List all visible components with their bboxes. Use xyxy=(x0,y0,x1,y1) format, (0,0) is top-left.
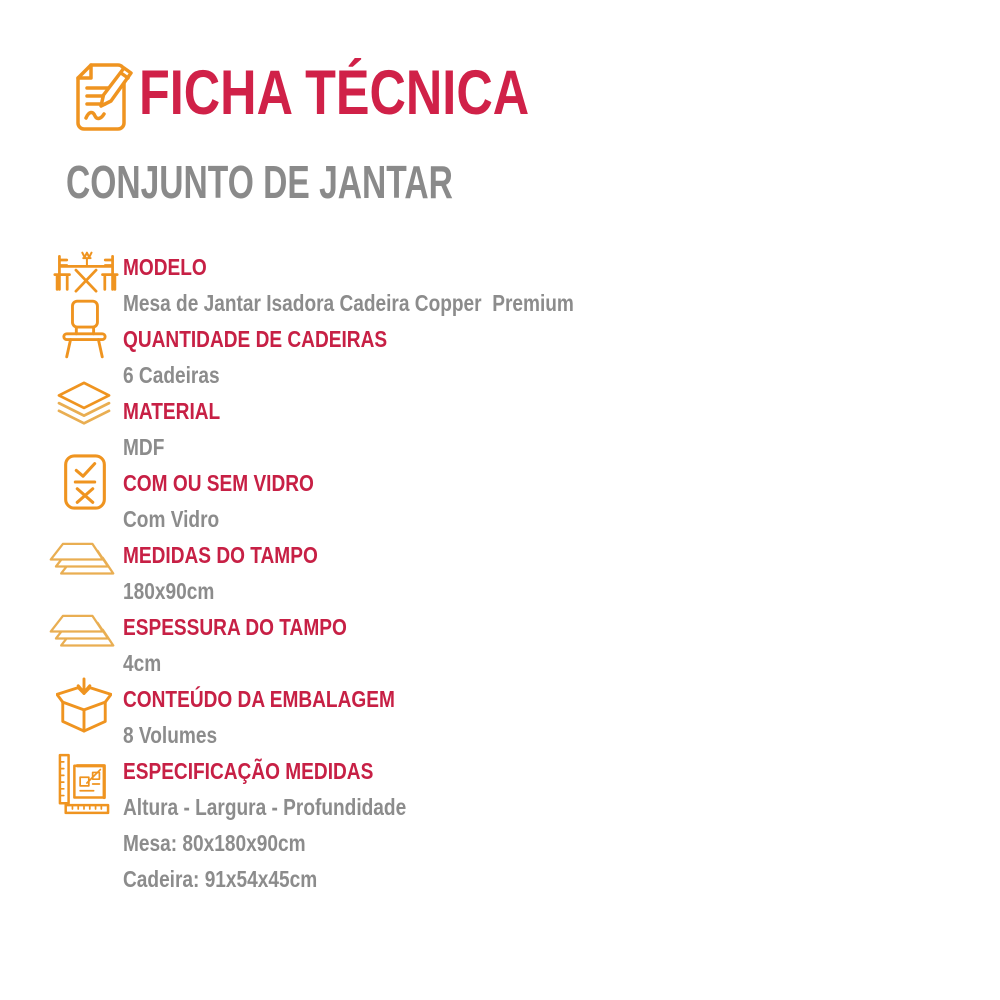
page-title: FICHA TÉCNICA xyxy=(139,58,530,128)
spec-label: ESPESSURA DO TAMPO xyxy=(123,613,347,640)
spec-label: ESPECIFICAÇÃO MEDIDAS xyxy=(123,757,374,784)
checklist-icon xyxy=(62,453,108,511)
tabletop-stack-icon xyxy=(49,614,115,663)
spec-label: COM OU SEM VIDRO xyxy=(123,469,314,496)
layers-icon xyxy=(56,380,112,432)
spec-item-conteudo-embalagem xyxy=(123,681,666,753)
spec-label: QUANTIDADE DE CADEIRAS xyxy=(123,325,388,352)
spec-label: CONTEÚDO DA EMBALAGEM xyxy=(123,685,395,712)
spec-item-especificacao-medidas xyxy=(123,753,666,897)
spec-value: 8 Volumes xyxy=(123,721,218,748)
spec-value: Altura - Largura - Profundidade xyxy=(123,793,407,820)
spec-item-material xyxy=(123,393,666,465)
spec-label: MODELO xyxy=(123,253,207,280)
spec-item-modelo xyxy=(123,249,666,321)
spec-value: 6 Cadeiras xyxy=(123,361,220,388)
page-subtitle: CONJUNTO DE JANTAR xyxy=(66,156,453,208)
spec-value: Mesa: 80x180x90cm xyxy=(123,829,306,856)
document-pencil-icon xyxy=(69,61,133,137)
spec-list xyxy=(123,249,666,897)
tabletop-stack-icon xyxy=(49,542,115,591)
chair-icon xyxy=(60,298,108,360)
spec-value: Mesa de Jantar Isadora Cadeira Copper Premium xyxy=(123,289,574,316)
spec-item-espessura-tampo xyxy=(123,609,666,681)
spec-value: 180x90cm xyxy=(123,577,215,604)
spec-item-medidas-tampo xyxy=(123,537,666,609)
open-box-icon xyxy=(56,677,112,735)
spec-value: 4cm xyxy=(123,649,162,676)
spec-label: MEDIDAS DO TAMPO xyxy=(123,541,318,568)
spec-value: MDF xyxy=(123,433,165,460)
dining-set-icon xyxy=(53,246,119,296)
spec-value: Cadeira: 91x54x45cm xyxy=(123,865,318,892)
spec-label: MATERIAL xyxy=(123,397,221,424)
spec-value: Com Vidro xyxy=(123,505,220,532)
spec-item-quantidade-cadeiras xyxy=(123,321,666,393)
blueprint-ruler-icon xyxy=(58,753,110,815)
spec-item-vidro xyxy=(123,465,666,537)
